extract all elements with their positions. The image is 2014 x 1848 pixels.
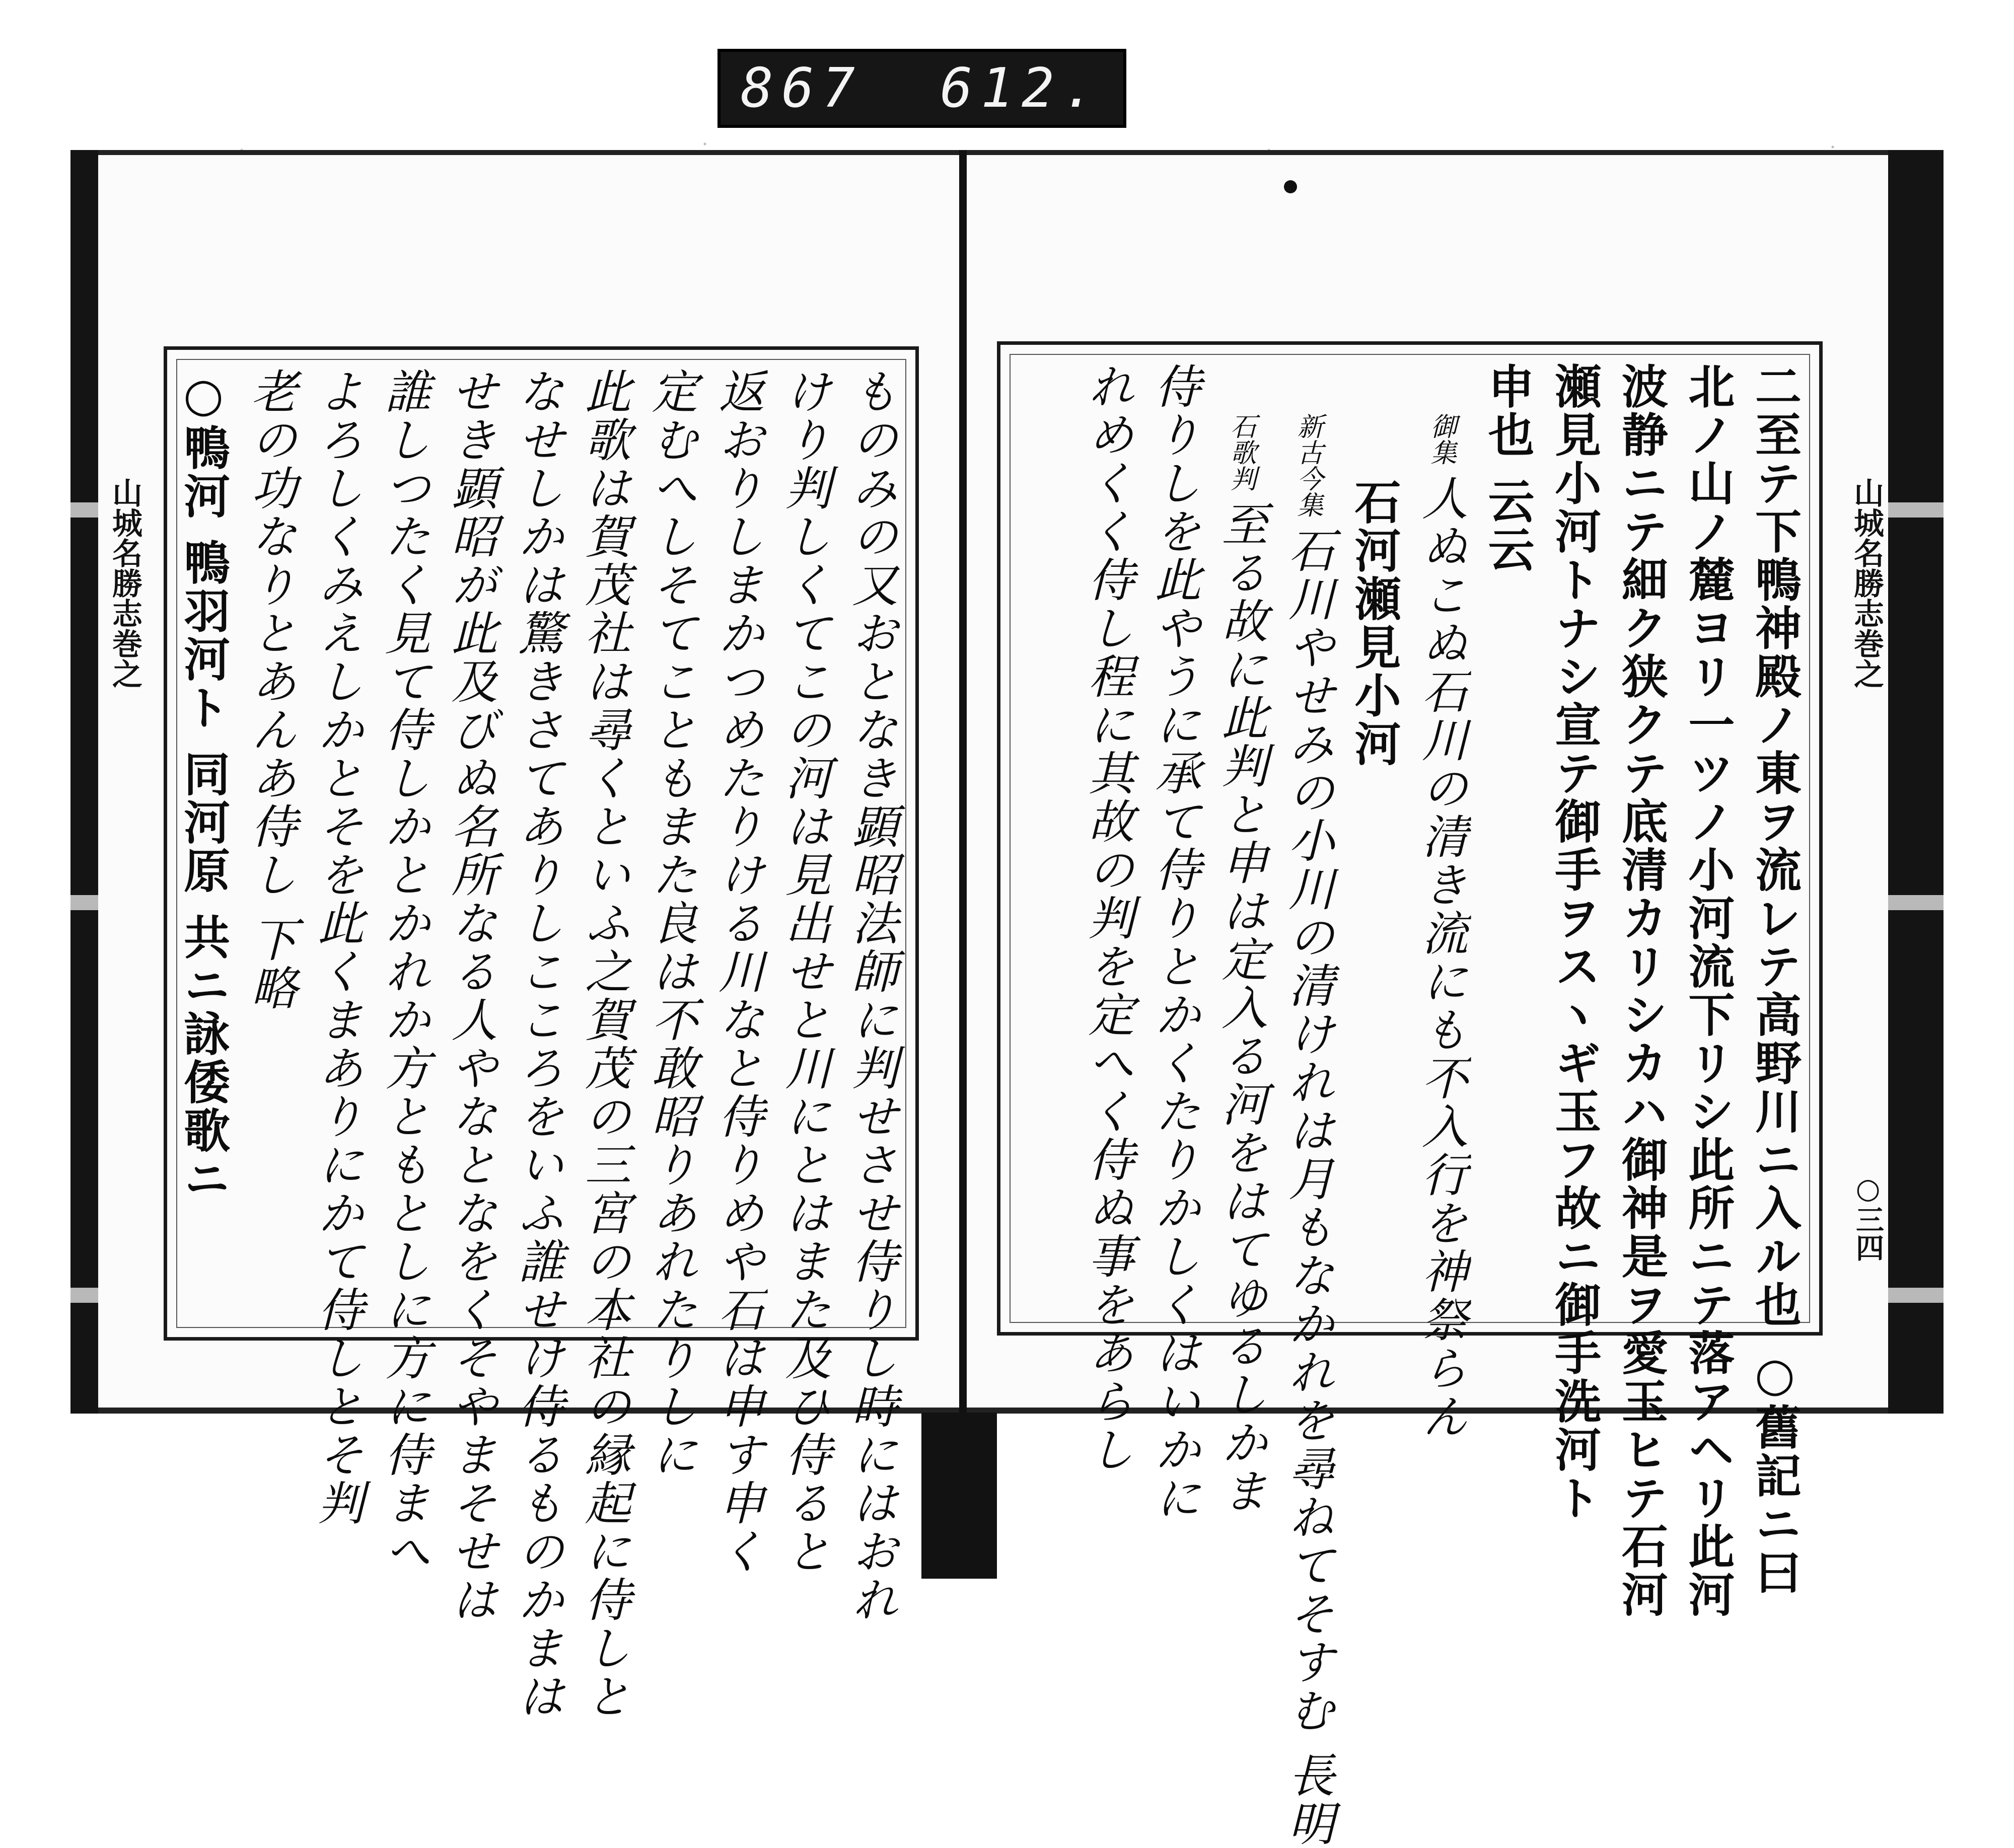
right-col-4: 瀬見小河トナシ宣テ御手ヲスヽギ玉フ故ニ御手洗河ト — [1547, 362, 1602, 1522]
open-book — [70, 150, 1944, 1848]
right-col-9-text: 至る故に此判と申は定入る河をはてゆるしかま — [1214, 500, 1268, 1515]
catalog-number-right: 612. — [940, 57, 1103, 120]
left-col-2: けり判しくてこの河は見出せと川にとはまた及ひ侍ると — [777, 367, 832, 1576]
left-col-1: ものみの又おとなき顕昭法師に判せさせ侍りし時にはおれ — [844, 367, 898, 1624]
right-columns — [1021, 362, 1802, 1848]
left-col-7: せき顕昭が此及びぬ名所なる人やなとなをくそやまそせは — [444, 367, 498, 1624]
left-col-4: 定むへしそてこともまた良は不敢昭りあれたりしに — [644, 367, 698, 1479]
left-col-9: よろしくみえしかとそを此くまありにかて侍しとそ判 — [310, 367, 365, 1527]
left-text-frame — [164, 346, 919, 1721]
right-col-9 — [1214, 362, 1268, 1515]
right-col-8 — [1280, 362, 1335, 1848]
right-col-7-heading: 石河瀬見小河 — [1347, 478, 1402, 768]
right-page — [967, 150, 1888, 1848]
right-col-8-tag: 新古今集 — [1292, 413, 1323, 518]
left-margin-title: 山城名勝志巻之 — [107, 477, 142, 689]
catalog-label — [717, 49, 1126, 128]
right-margin-title: 山城名勝志巻之 — [1849, 477, 1884, 689]
cover-edge-right — [1888, 150, 1944, 1414]
left-col-11: ○鴨河 鴨羽河ト 同河原 共ニ詠倭歌ニ — [176, 367, 231, 1204]
right-col-10: 侍りしを此やうに承て侍りとかくたりかしくはいかに — [1147, 362, 1201, 1522]
left-col-5: 此歌は賀茂社は尋くといふ之賀茂の三宮の本社の縁起に侍しと — [577, 367, 631, 1721]
right-col-5: 申也 云云 — [1480, 362, 1535, 574]
right-text-frame — [997, 341, 1823, 1848]
ink-spot — [1284, 180, 1297, 193]
right-col-2: 北ノ山ノ麓ヨリ一ツノ小河流下リシ此所ニテ落アヘリ此河 — [1681, 362, 1736, 1619]
left-col-10: 老の功なりとあんあ侍し 下略 — [243, 367, 298, 1013]
left-columns — [176, 367, 898, 1721]
left-col-3: 返おりしまかつめたりける川なと侍りめや石は申す申く — [710, 367, 765, 1576]
left-col-8: 誰しつたく見て侍しかとかれか方ともとしに方に侍まへ — [377, 367, 431, 1576]
right-col-6-text: 人ぬこぬ石川の清き流にも不入行を神祭らん — [1414, 474, 1469, 1441]
left-page — [98, 150, 959, 1721]
book-gutter — [959, 150, 967, 1414]
right-col-6 — [1414, 362, 1469, 1441]
right-col-11: れめくく侍し程に其故の判を定へく侍ぬ事をあらし — [1081, 362, 1135, 1474]
right-col-3: 波静ニテ細ク狭クテ底清カリシカハ御神是ヲ愛玉ヒテ石河 — [1614, 362, 1669, 1619]
right-col-8-text: 石川やせみの小川の清けれは月もなかれを尋ねてそすむ 長明 — [1280, 527, 1335, 1848]
left-col-6: なせしかは驚きさてありしこころをいふ誰せけ侍るものかまは — [511, 367, 565, 1721]
cover-edge-left — [70, 150, 98, 1414]
right-col-1: 二至テ下鴨神殿ノ東ヲ流レテ高野川ニ入ル也 ○舊記ニ曰 — [1748, 362, 1802, 1597]
right-col-9-tag: 石歌判 — [1226, 413, 1256, 491]
spine-tab — [921, 1413, 997, 1579]
catalog-number-left: 867 — [741, 57, 864, 120]
right-col-6-tag: 御集 — [1426, 413, 1457, 465]
right-page-number: ○三四 — [1851, 1172, 1885, 1262]
